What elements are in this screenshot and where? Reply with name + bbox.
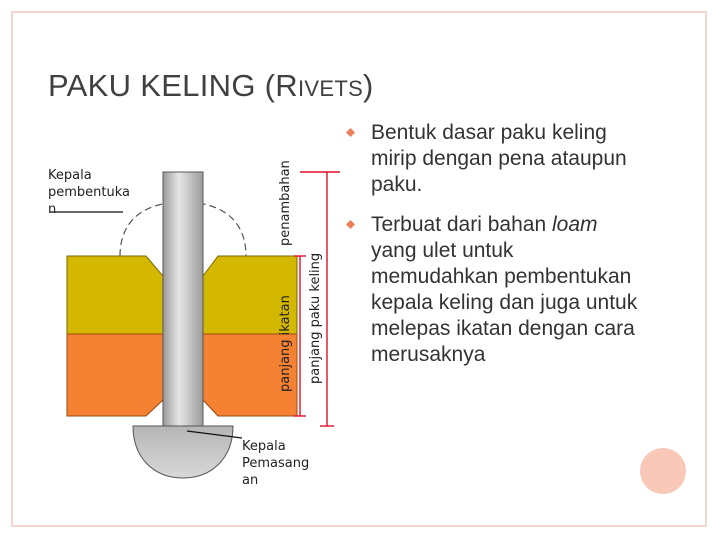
upper-plate-left [67, 256, 163, 334]
bullet-text-part: Terbuat dari bahan [371, 213, 552, 236]
bullet-marker-icon [346, 220, 355, 229]
bullet-item [346, 120, 646, 198]
bullet-text-part: yang ulet untuk memudahkan pembentukan kepala keling dan juga untuk melepas ikatan dengan cara merusaknya [371, 239, 638, 366]
accent-dot [640, 448, 686, 494]
bullet-marker-icon [346, 128, 355, 137]
label-kepala-pemasangan: Kepala Pemasang an [242, 439, 310, 488]
rivet-shaft [163, 172, 203, 427]
label-panjang-paku-keling: panjang paku keling [308, 252, 323, 384]
bullet-text: Bentuk dasar paku keling mirip dengan pena ataupun paku. [371, 121, 627, 196]
slide-title: PAKU KELING (RIVETS) [48, 68, 374, 103]
bullet-emphasis: loam [551, 213, 598, 236]
bullet-item [346, 212, 646, 368]
bullet-list [346, 120, 646, 382]
label-kepala-pembentukan: Kepala pembentuka n [48, 168, 131, 217]
label-penambahan: penambahan [278, 160, 293, 246]
lower-plate-left [67, 334, 163, 416]
label-panjang-ikatan: panjang ikatan [278, 295, 293, 392]
rivet-head [133, 426, 233, 478]
